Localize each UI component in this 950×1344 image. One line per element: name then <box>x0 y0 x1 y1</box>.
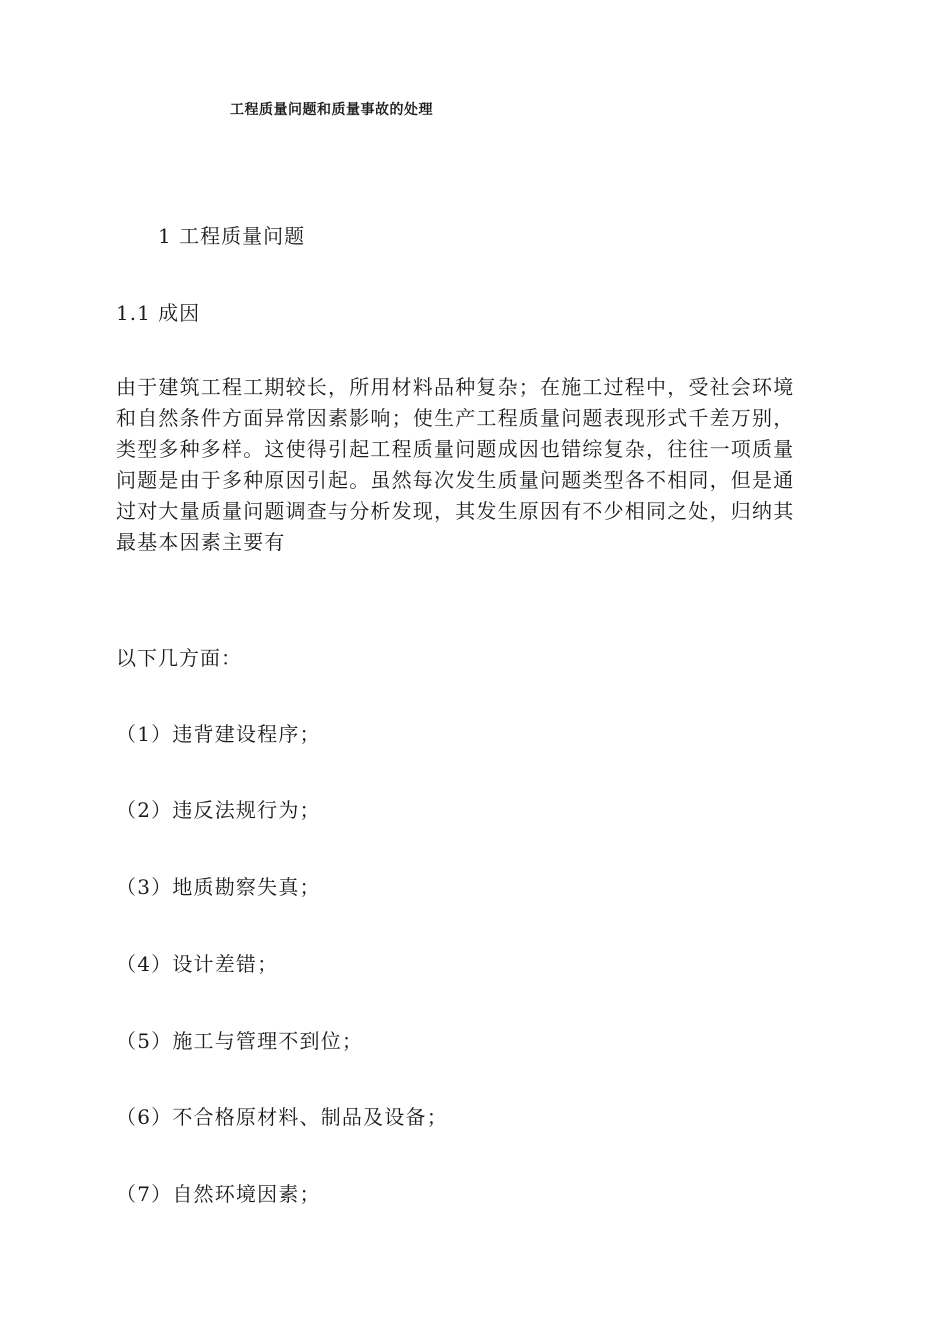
paragraph-line: 问题是由于多种原因引起。虽然每次发生质量问题类型各不相同，但是通 <box>116 468 795 492</box>
paragraph-line: 过对大量质量问题调查与分析发现，其发生原因有不少相同之处，归纳其 <box>116 499 795 523</box>
paragraph-line: 由于建筑工程工期较长，所用材料品种复杂；在施工过程中，受社会环境 <box>116 375 795 399</box>
paragraph-line: 类型多种多样。这使得引起工程质量问题成因也错综复杂，往往一项质量 <box>116 437 795 461</box>
cause-list-item: （4）设计差错； <box>116 952 279 976</box>
causes-paragraph <box>116 372 836 558</box>
cause-list-item: （3）地质勘察失真； <box>116 875 321 899</box>
paragraph-line: 最基本因素主要有 <box>116 530 286 554</box>
list-intro: 以下几方面： <box>116 646 242 670</box>
subsection-heading: 1.1 成因 <box>116 301 201 325</box>
cause-list-item: （5）施工与管理不到位； <box>116 1029 364 1053</box>
cause-list-item: （1）违背建设程序； <box>116 722 321 746</box>
cause-list-item: （2）违反法规行为； <box>116 798 321 822</box>
cause-list-item: （6）不合格原材料、制品及设备； <box>116 1105 448 1129</box>
section-heading: 1 工程质量问题 <box>158 224 306 248</box>
paragraph-line: 和自然条件方面异常因素影响；使生产工程质量问题表现形式千差万别， <box>116 406 795 430</box>
document-title: 工程质量问题和质量事故的处理 <box>230 102 433 118</box>
cause-list-item: （7）自然环境因素； <box>116 1182 321 1206</box>
